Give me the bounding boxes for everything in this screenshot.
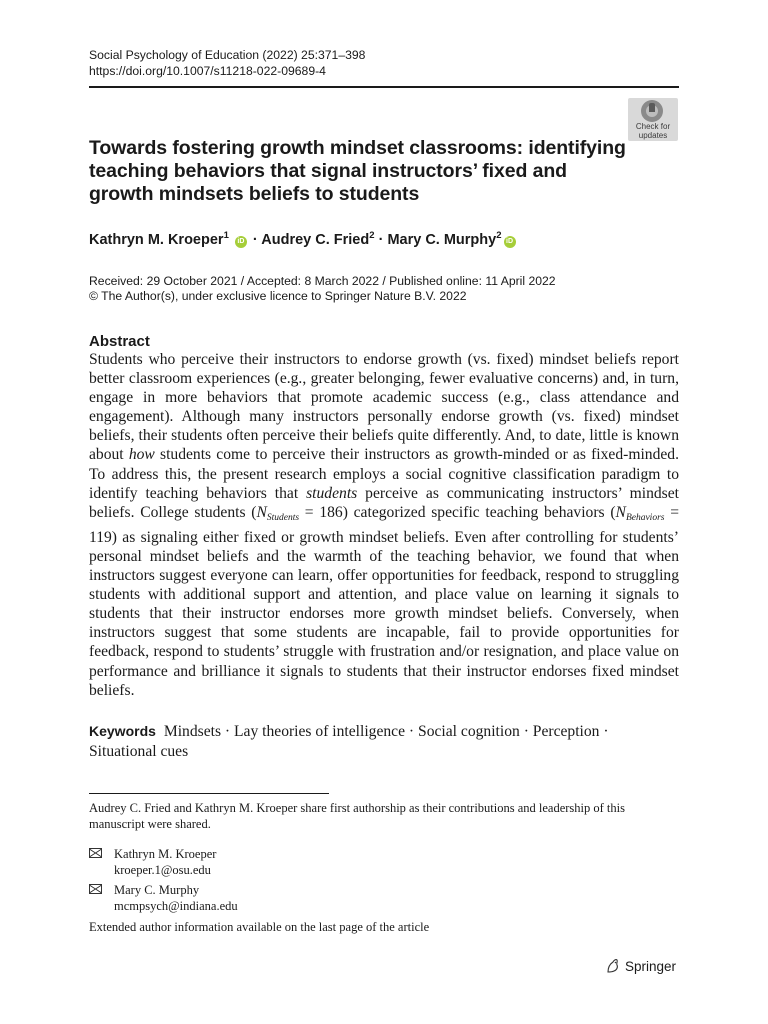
orcid-icon[interactable]: iD — [504, 236, 516, 248]
contact-email[interactable]: kroeper.1@osu.edu — [114, 863, 211, 877]
abstract-body: Students who perceive their instructors to endorse growth (vs. fixed) mindset beliefs report better classroom experiences (e.g., greater belonging, fewer evaluative concerns) and, in turn, engage in more behaviors that promote academic success (e.g., class attendance and engagement). Although many instructors personally endorse growth (vs. fixed) mindset beliefs, their students often perceive their beliefs quite differently. And, to date, little is known about how students come to perceive their instructors as growth-minded or as fixed-minded. To address this, the present research employs a social cognitive classification paradigm to identify teaching behaviors that students perceive as communicating instructors’ mindset beliefs. College students $(N_{Students} = 186)$ categorized specific teaching behaviors $(N_{Behaviors} = 119)$ as signaling either fixed or growth mindset beliefs. Even after controlling for students’ personal mindset beliefs and the warmth of the teaching behavior, we found that when instructors suggest everyone can learn, offer opportunities for feedback, respond to struggling students with additional support and attention, and place value on learning it signals to students that their instructor endorses more growth mindset beliefs. Conversely, when instructors suggest that some students are incapable, fail to provide opportunities for feedback, respond to students’ struggle with frustration and/or resignation, and place value on performance and brilliance it signals to students that their instructor endorses fixed mindset beliefs. — [89, 351, 680, 699]
publication-dates — [89, 274, 556, 304]
footnote-rule — [89, 793, 329, 794]
copyright-line: © The Author(s), under exclusive licence to Springer Nature B.V. 2022 — [89, 289, 467, 303]
author-separator: · — [252, 231, 258, 248]
header-rule — [89, 86, 679, 88]
affiliation-sup: 2 — [496, 230, 502, 241]
springer-horse-icon — [605, 958, 621, 974]
affiliation-sup: 1 — [223, 230, 229, 241]
affiliation-sup: 2 — [369, 230, 375, 241]
keywords-label: Keywords — [89, 723, 156, 739]
publisher-name: Springer — [625, 959, 677, 974]
author-name[interactable]: Audrey C. Fried — [261, 231, 370, 248]
shared-authorship-footnote: Audrey C. Fried and Kathryn M. Kroeper share first authorship as their contributions and leadership of this manuscript were shared. — [89, 801, 625, 831]
keywords-list: Mindsets · Lay theories of intelligence · Social cognition · Perception · Situational cues — [89, 723, 609, 760]
badge-label: Check for updates — [635, 122, 671, 140]
author-separator: · — [378, 231, 384, 248]
journal-header — [89, 47, 365, 79]
journal-citation: Social Psychology of Education (2022) 25:371–398 — [89, 48, 366, 62]
bookmark-icon — [641, 100, 663, 122]
article-title: Towards fostering growth mindset classrooms: identifying teaching behaviors that signal instructors’ fixed and growth mindsets beliefs to students — [89, 137, 626, 205]
keywords-section — [89, 722, 679, 761]
check-for-updates-badge[interactable] — [628, 98, 678, 141]
orcid-icon[interactable]: iD — [235, 236, 247, 248]
contact-name: Kathryn M. Kroeper — [114, 847, 217, 861]
doi-link[interactable]: https://doi.org/10.1007/s11218-022-09689-4 — [89, 64, 326, 78]
envelope-icon — [89, 848, 102, 858]
envelope-icon — [89, 884, 102, 894]
abstract-heading: Abstract — [89, 333, 150, 350]
author-list — [89, 230, 518, 248]
contact-email[interactable]: mcmpsych@indiana.edu — [114, 899, 238, 913]
author-name[interactable]: Mary C. Murphy — [387, 231, 497, 248]
contact-name: Mary C. Murphy — [114, 883, 200, 897]
publisher-logo — [605, 958, 676, 974]
author-name[interactable]: Kathryn M. Kroeper — [89, 231, 224, 248]
extended-author-info: Extended author information available on the last page of the article — [89, 920, 430, 934]
dates-line: Received: 29 October 2021 / Accepted: 8 March 2022 / Published online: 11 April 2022 — [89, 274, 556, 288]
